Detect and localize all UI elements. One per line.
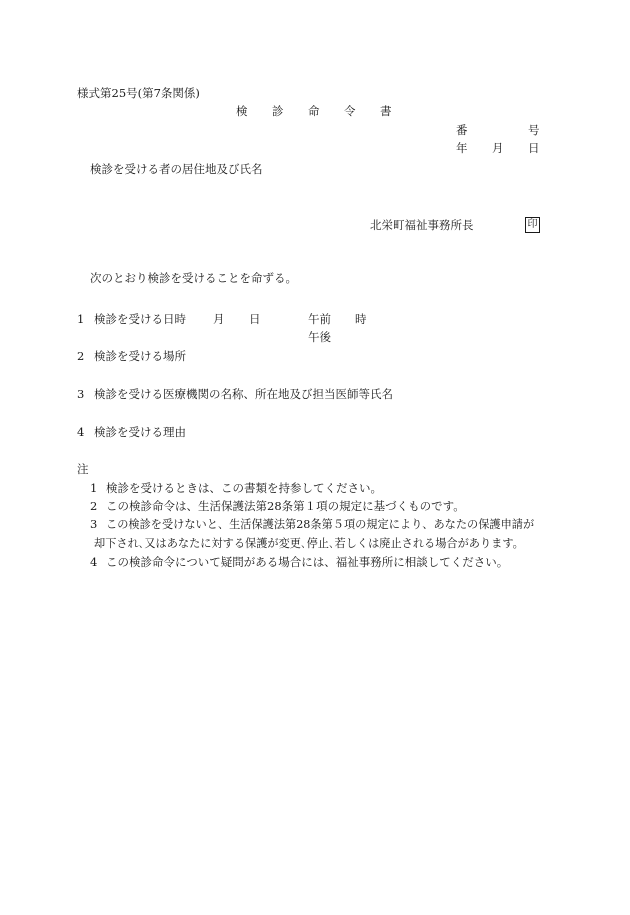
date-day: 日 <box>528 141 540 155</box>
title-char-4: 令 <box>344 104 356 118</box>
title-char-3: 命 <box>308 104 320 118</box>
notes-heading: 注 <box>77 462 89 476</box>
title-char-1: 検 <box>236 104 248 118</box>
order-text: 次のとおり検診を受けることを命ずる。 <box>90 271 297 285</box>
item1-day: 日 <box>249 312 261 326</box>
item3-number: 3 <box>77 387 85 401</box>
title-char-5: 書 <box>380 104 392 118</box>
recipient-label: 検診を受ける者の居住地及び氏名 <box>90 162 263 176</box>
date-month: 月 <box>492 141 504 155</box>
item4-label: 検診を受ける理由 <box>94 425 186 439</box>
note4-number: 4 <box>90 555 98 569</box>
note1-number: 1 <box>90 481 98 495</box>
note1-text: 検診を受けるときは、この書類を持参してください。 <box>106 481 382 495</box>
item1-am: 午前 <box>308 312 331 326</box>
item1-month: 月 <box>213 312 225 326</box>
date-year: 年 <box>456 141 468 155</box>
seal-mark: 印 <box>525 217 540 233</box>
note3-line2: 却下され､又はあなたに対する保護が変更､停止､若しくは廃止される場合があります。 <box>94 537 524 550</box>
item1-pm: 午後 <box>308 330 331 344</box>
note2-text: この検診命令は、生活保護法第28条第１項の規定に基づくものです。 <box>106 499 465 513</box>
item4-number: 4 <box>77 425 85 439</box>
number-field-go: 号 <box>528 123 540 137</box>
note3-line1: この検診を受けないと、生活保護法第28条第５項の規定により、あなたの保護申請が <box>106 518 535 531</box>
item2-label: 検診を受ける場所 <box>94 349 186 363</box>
item1-number: 1 <box>77 312 85 326</box>
item3-label: 検診を受ける医療機関の名称、所在地及び担当医師等氏名 <box>94 387 393 401</box>
issuer-name: 北栄町福祉事務所長 <box>370 218 474 232</box>
form-number: 様式第25号(第7条関係) <box>77 86 200 100</box>
note4-text: この検診命令について疑問がある場合には、福祉事務所に相談してください。 <box>106 555 509 569</box>
item1-hour: 時 <box>355 312 367 326</box>
number-field-ban: 番 <box>456 123 468 137</box>
item2-number: 2 <box>77 349 85 363</box>
note2-number: 2 <box>90 499 98 513</box>
note3-number: 3 <box>90 517 98 531</box>
title-char-2: 診 <box>272 104 284 118</box>
item1-label: 検診を受ける日時 <box>94 312 186 326</box>
